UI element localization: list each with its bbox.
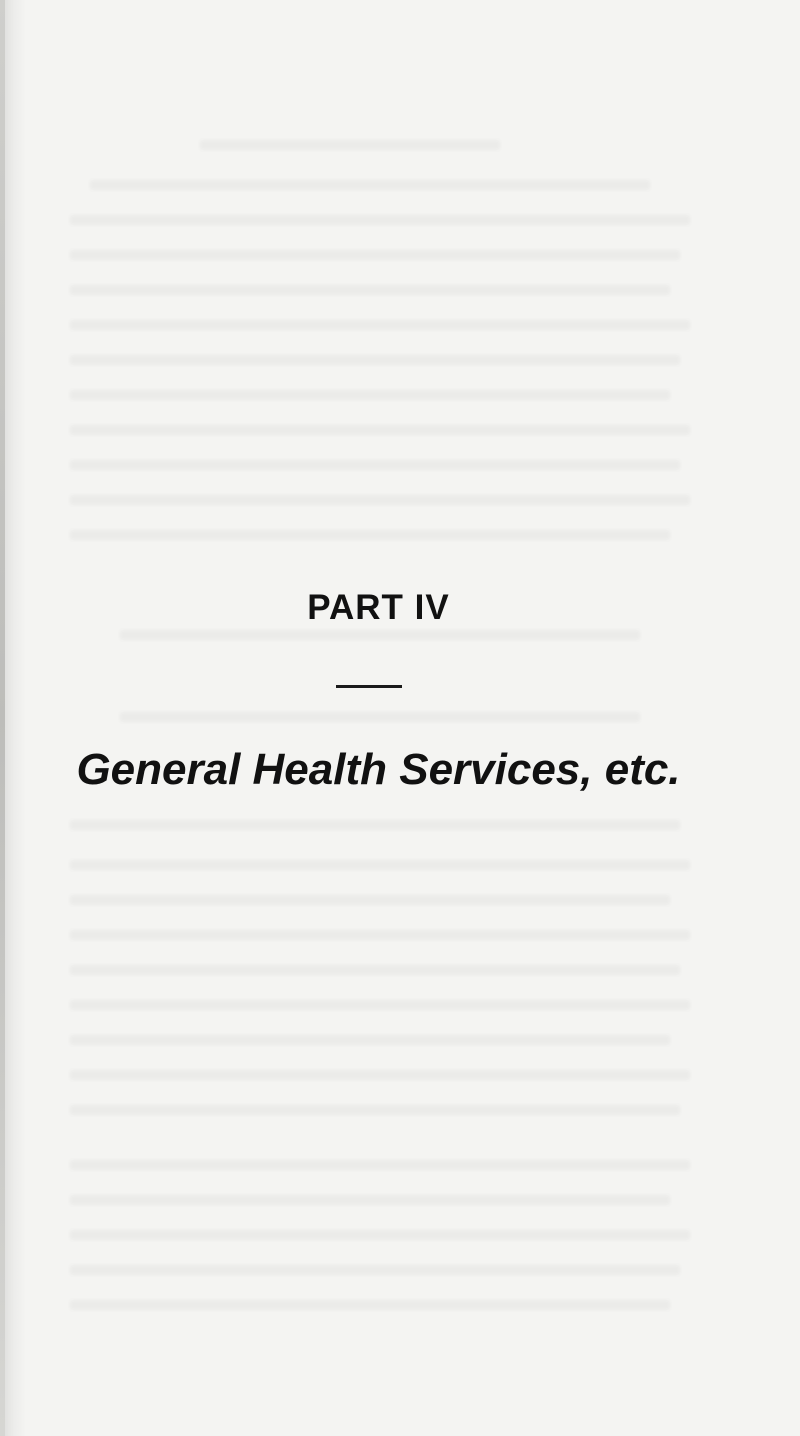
section-subheading: General Health Services, etc. [76,745,681,794]
page-edge-shadow [0,0,5,1436]
heading-divider [336,685,402,688]
part-heading: PART IV [307,588,450,627]
